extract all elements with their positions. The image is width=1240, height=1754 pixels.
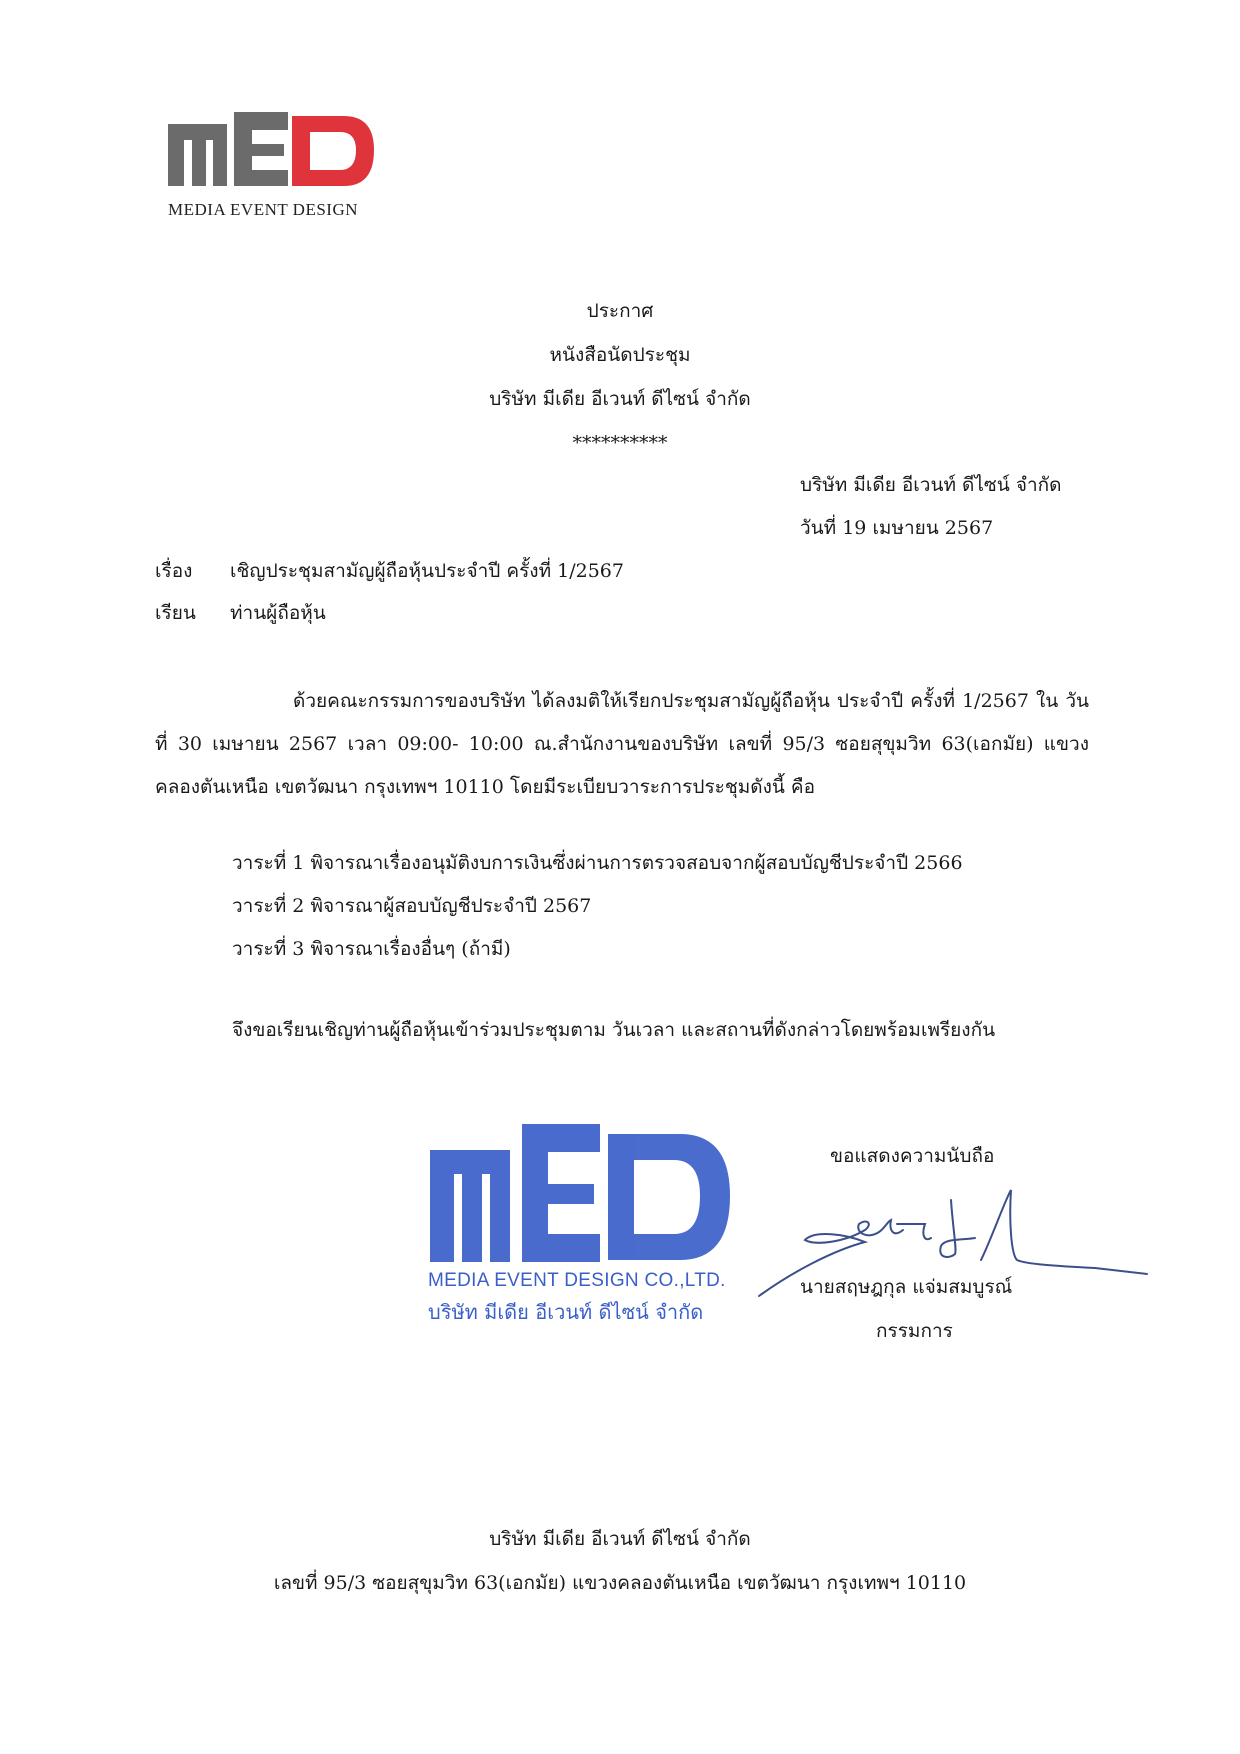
footer-company: บริษัท มีเดีย อีเวนท์ ดีไซน์ จำกัด — [489, 1528, 751, 1550]
agenda-item-2: วาระที่ 2 พิจารณาผู้สอบบัญชีประจำปี 2567 — [232, 895, 592, 917]
subject-label: เรื่อง — [155, 560, 193, 582]
signatory-name: นายสฤษฎกุล แจ่มสมบูรณ์ — [800, 1276, 1013, 1298]
body-paragraph-text: ด้วยคณะกรรมการของบริษัท ได้ลงมติให้เรียกประชุมสามัญผู้ถือหุ้น ประจำปี ครั้งที่ 1/2567 ใน วันที่ 30 เมษายน 2567 เวลา 09:00- 10:00 ณ.สำนักงานของบริษัท เลขที่ 95/3 ซอยสุขุมวิท 63(เอกมัย) แขวงคลองตันเหนือ เขตวัฒนา กรุงเทพฯ 10110 โดยมีระเบียบวาระการประชุมดังนี้ คือ — [155, 690, 1089, 798]
closing-sentence: จึงขอเรียนเชิญท่านผู้ถือหุ้นเข้าร่วมประชุมตาม วันเวลา และสถานที่ดังกล่าวโดยพร้อมเพรียงกัน — [232, 1019, 996, 1041]
logo-tagline: MEDIA EVENT DESIGN — [168, 200, 359, 219]
agenda-item-1: วาระที่ 1 พิจารณาเรื่องอนุมัติงบการเงินซึ่งผ่านการตรวจสอบจากผู้สอบบัญชีประจำปี 2566 — [232, 852, 963, 874]
footer-address: เลขที่ 95/3 ซอยสุขุมวิท 63(เอกมัย) แขวงคลองตันเหนือ เขตวัฒนา กรุงเทพฯ 10110 — [273, 1572, 967, 1594]
sender-company: บริษัท มีเดีย อีเวนท์ ดีไซน์ จำกัด — [800, 474, 1062, 496]
company-title: บริษัท มีเดีย อีเวนท์ ดีไซน์ จำกัด — [489, 388, 751, 410]
regards-text: ขอแสดงความนับถือ — [830, 1145, 995, 1167]
document-date: วันที่ 19 เมษายน 2567 — [800, 517, 994, 539]
agenda-item-3: วาระที่ 3 พิจารณาเรื่องอื่นๆ (ถ้ามี) — [232, 938, 511, 960]
stamp-thai-name: บริษัท มีเดีย อีเวนท์ ดีไซน์ จำกัด — [428, 1300, 704, 1324]
signatory-position: กรรมการ — [876, 1320, 953, 1342]
announcement-title: ประกาศ — [586, 300, 654, 322]
stamp-english-name: MEDIA EVENT DESIGN CO.,LTD. — [428, 1270, 726, 1291]
company-stamp-logo — [430, 1120, 735, 1265]
recipient-label: เรียน — [155, 602, 196, 624]
title-divider-stars: ********** — [572, 432, 668, 454]
company-logo — [168, 110, 378, 190]
recipient-text: ท่านผู้ถือหุ้น — [230, 602, 326, 624]
subject-text: เชิญประชุมสามัญผู้ถือหุ้นประจำปี ครั้งที่ 1/2567 — [230, 560, 624, 582]
meeting-notice-title: หนังสือนัดประชุม — [549, 344, 691, 366]
body-paragraph — [155, 680, 1089, 809]
